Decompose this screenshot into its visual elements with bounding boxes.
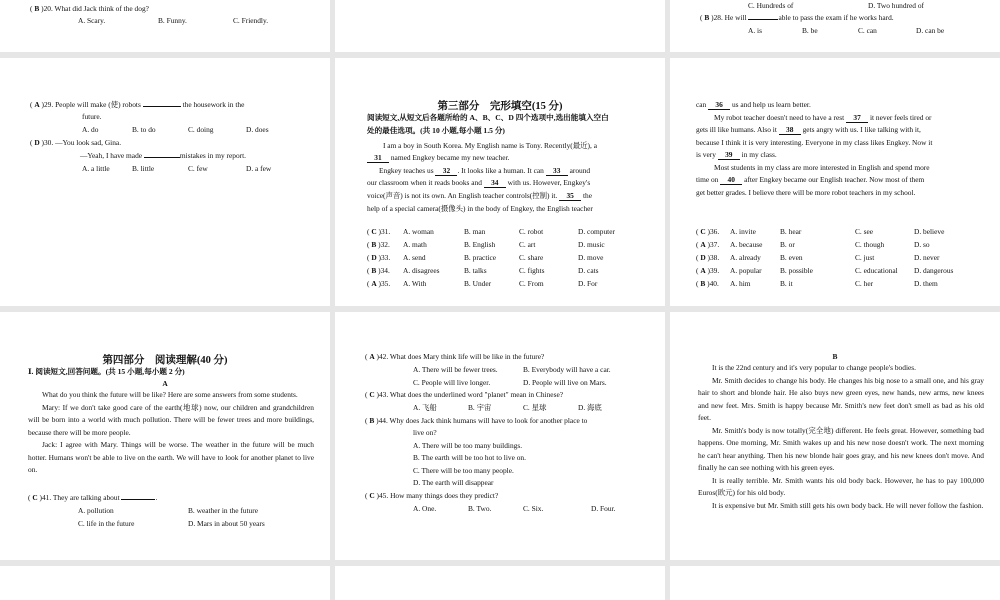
cloze2-line-7: time on 40 after Engkey became our English teacher. Now most of them [696,175,925,184]
passage-a-p2: Mary: If we don't take good care of the earth(地球) now, our children and grandchildren will be born into a world with much pollution. There will be fewer trees and more buildings, because there will be more people. [28,402,314,437]
passage-b-p2: Mr. Smith decides to change his body. He changes his big nose to a small one, and his gray hair to short and blonde hair. He also buys new green eyes, new hands, new arms, new knees and new feet. Mrs. Smith is happy because Mr. Smith's new feet don't smell as bad as his old feet. [698,375,984,422]
cloze-q33: ( D )33. [367,253,391,262]
cloze2-line-1: can 36 us and help us learn better. [696,100,811,109]
cloze-q39: ( A )39. [696,266,720,275]
passage-b-heading: B [832,352,838,361]
page-tile-12 [670,566,1000,600]
question-28: ( B )28. He will able to pass the exam if he works hard. [700,13,894,22]
reading-instructions: Ⅰ. 阅读短文,回答问题。(共 15 小题,每小题 2 分) [28,367,185,376]
page-tile-5: 第三部分 完形填空(15 分) 阅读短文,从短文后各题所给的 A、B、C、D 四个选项中,选出能填入空白 处的最佳选项。(共 10 小题,每小题 1.5 分) I am a boy in South Korea. My English name is Tony. Recently(最近), a 31 named Engkey became my new teacher. Engkey teaches us 32 . It looks like a human. It can 33 around our classroom when it reads books and 34 with us. However, Engkey's voice(声音) is not its own. An English teacher controls(控制) it. 35 the help of a special camera(摄像头) in the body of Engkey, the English teacher ( C )31. A. woman B. man C. robot D. computer ( B )32. A. math B. English C. art D. music ( D )33. A. send B. practice C. share D. move ( B )34. A. disagrees B. talks C. fights D. cats ( A )35. A. With B. Under C. From D. For [335,58,665,306]
cloze-instructions-1: 阅读短文,从短文后各题所给的 A、B、C、D 四个选项中,选出能填入空白 [367,113,609,122]
question-44: ( B )44. Why does Jack think humans will have to look for another place to [365,416,588,425]
cloze-q32: ( B )32. [367,240,390,249]
cloze-line-6: help of a special camera(摄像头) in the body of Engkey, the English teacher [367,204,593,213]
passage-b-p3: Mr. Smith's body is now totally(完全地) different. He feels great. However, something bad happens. One morning, Mr. Smith wakes up and his new nose doesn't work. The next morning he can't hear anything. Then his new blonde hair goes gray, and his new knees don't move. And finally he can see nothing with his green eyes. [698,425,984,472]
page-tile-1: ( B )20. What did Jack think of the dog? A. Scary. B. Funny. C. Friendly. [0,0,330,52]
section-title-reading: 第四部分 阅读理解(40 分) [102,355,228,366]
cloze-q35: ( A )35. [367,279,391,288]
passage-a-heading: A [162,379,168,388]
cloze2-line-4: because I think it is very interesting. Everyone in my class likes Engkey. Now it [696,138,933,147]
passage-a-p1: What do you think the future will be like? Here are some answers from some students. [42,390,298,399]
cloze2-line-6: Most students in my class are more interested in English and spend more [714,163,930,172]
page-tile-9 [670,312,1000,560]
cloze-instructions-2: 处的最佳选项。(共 10 小题,每小题 1.5 分) [367,126,505,135]
cloze-q34: ( B )34. [367,266,390,275]
cloze2-line-3: gets ill like humans. Also it 38 gets angry with us. I like talking with it, [696,125,921,134]
cloze-line-1: I am a boy in South Korea. My English name is Tony. Recently(最近), a [383,141,597,150]
passage-b-p5: It is expensive but Mr. Smith still gets his own body back. He will never follow the fashion. [712,500,984,510]
question-41: ( C )41. They are talking about . [28,493,158,502]
question-29-cont: future. [82,112,102,121]
question-29: ( A )29. People will make (使) robots the housework in the [30,100,245,109]
question-44-option-d: D. The earth will disappear [413,478,494,487]
page-tile-11 [335,566,665,600]
cloze-line-4: our classroom when it reads books and 34 with us. However, Engkey's [367,178,591,187]
question-20: ( B )20. What did Jack think of the dog? [30,4,149,13]
cloze-line-3: Engkey teaches us 32 . It looks like a human. It can 33 around [379,166,591,175]
cloze-q40: ( B )40. [696,279,719,288]
cloze-q36: ( C )36. [696,227,720,236]
page-tile-3: C. Hundreds of D. Two hundred of ( B )28. He will able to pass the exam if he works hard. A. is B. be C. can D. can be [670,0,1000,52]
passage-a-p3: Jack: I agree with Mary. Things will be worse. The weather in the future will be much hotter. Humans won't be able to live on the earth. We will have to look for another planet to live on. [28,440,314,474]
cloze2-line-8: get better grades. I believe there will be more robot teachers in my school. [696,188,916,197]
question-44-option-a: A. There will be too many buildings. [413,441,523,450]
page-tile-7: 第四部分 阅读理解(40 分) Ⅰ. 阅读短文,回答问题。(共 15 小题,每小题 2 分) A What do you think the future will be like? Here are some answers from some students. Mary: If we don't take good care of the earth(地球) now, our children and grandchildren will be born into a world with much pollution. There will be fewer trees and more buildings, because there will be more people. Jack: I agree with Mary. Things will be worse. The weather in the future will be much hotter. Humans won't be able to live on the earth. We will have to look for another planet to live on. ( C )41. They are talking about . A. pollution B. weather in the future C. life in the future D. Mars in about 50 years [0,312,330,560]
cloze-q31: ( C )31. [367,227,391,236]
question-45: ( C )45. How many things does they predict? [365,491,499,500]
question-42: ( A )42. What does Mary think life will be like in the future? [365,352,545,361]
question-44-cont: live on? [413,428,437,437]
cloze-line-5: voice(声音) is not its own. An English teacher controls(控制) it. 35 the [367,191,593,200]
cloze2-line-2: My robot teacher doesn't need to have a rest 37 it never feels tired or [714,113,932,122]
question-44-option-b: B. The earth will be too hot to live on. [413,453,526,462]
page-tile-6: can 36 us and help us learn better. My robot teacher doesn't need to have a rest 37 it never feels tired or gets ill like humans. Also it 38 gets angry with us. I like talking with it, because I think it is very interesting. Everyone in my class likes Engkey. Now it is very 39 in my class. Most students in my class are more interested in English and spend more time on 40 after Engkey became our English teacher. Now most of them get better grades. I believe there will be more robot teachers in my school. ( C )36. A. invite B. hear C. see D. believe ( A )37. A. because B. or C. though D. so ( D )38. A. already B. even C. just D. never ( A )39. A. popular B. possible C. educational D. dangerous ( B )40. A. him B. it C. her D. them [670,58,1000,306]
cloze-q38: ( D )38. [696,253,720,262]
page-tile-10 [0,566,330,600]
question-30-line2: —Yeah, I have made mistakes in my report. [80,151,247,160]
page-tile-2 [335,0,665,52]
page-tile-4: ( A )29. People will make (使) robots the housework in the future. A. do B. to do C. doing D. does ( D )30. —You look sad, Gina. —Yeah, I have made mistakes in my report. A. a little B. little C. few D. a few [0,58,330,306]
passage-b-p4: It is really terrible. Mr. Smith wants his old body back. However, he has to pay 100,000 Euros(欧元) for his old body. [698,475,984,497]
passage-a [28,389,314,477]
cloze-q37: ( A )37. [696,240,720,249]
cloze2-line-5: is very 39 in my class. [696,150,777,159]
passage-b [698,362,984,512]
question-44-option-c: C. There will be too many people. [413,466,514,475]
cloze-line-2: 31 named Engkey became my new teacher. [367,153,509,163]
section-title-cloze: 第三部分 完形填空(15 分) [437,101,563,112]
page-tile-8: ( A )42. What does Mary think life will be like in the future? A. There will be fewer trees. B. Everybody will have a car. C. People will live longer. D. People will live on Mars. ( C )43. What does the underlined word "planet" mean in Chinese? A. 飞船 B. 宇宙 C. 星球 D. 海底 ( B )44. Why does Jack think humans will have to look for another place to live on? A. There will be too many buildings. B. The earth will be too hot to live on. C. There will be too many people. D. The earth will disappear ( C )45. How many things does they predict? A. One. B. Two. C. Six. D. Four. [335,312,665,560]
question-43: ( C )43. What does the underlined word "planet" mean in Chinese? [365,390,564,399]
passage-b-p1: It is the 22nd century and it's very popular to change people's bodies. [712,363,917,372]
question-30: ( D )30. —You look sad, Gina. [30,138,122,147]
